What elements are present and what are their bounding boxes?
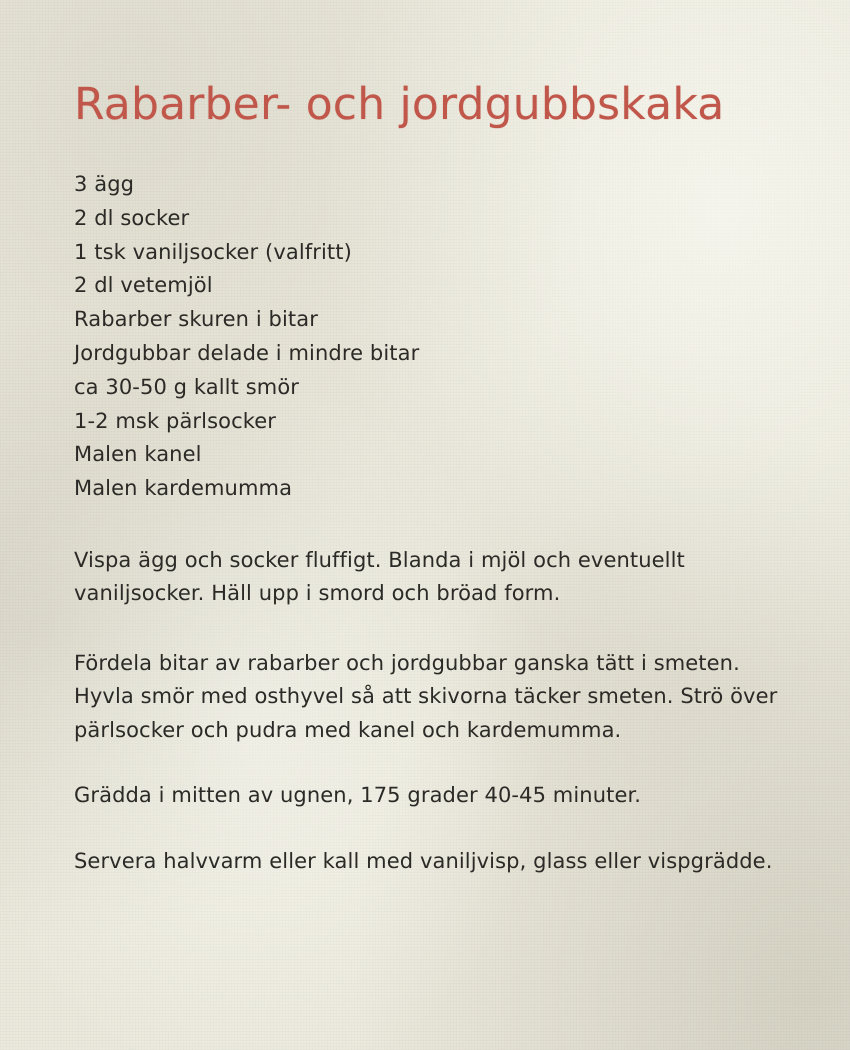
ingredient-item: Malen kardemumma bbox=[74, 476, 293, 501]
ingredient-item: ca 30-50 g kallt smör bbox=[74, 374, 300, 399]
instruction-step-bake: Grädda i mitten av ugnen, 175 grader 40-45 minuter. bbox=[74, 783, 642, 808]
ingredient-item: 2 dl vetemjöl bbox=[74, 273, 213, 298]
ingredient-list bbox=[74, 168, 794, 506]
ingredient-item: Malen kanel bbox=[74, 442, 202, 467]
ingredient-item: 3 ägg bbox=[74, 172, 135, 196]
ingredient-item: Rabarber skuren i bitar bbox=[74, 307, 318, 332]
recipe-title: Rabarber- och jordgubbskaka bbox=[74, 79, 725, 130]
instructions bbox=[74, 544, 794, 879]
ingredient-item: 1-2 msk pärlsocker bbox=[74, 408, 276, 433]
ingredient-item: Jordgubbar delade i mindre bitar bbox=[74, 340, 420, 365]
ingredient-item: 2 dl socker bbox=[74, 205, 190, 230]
ingredient-item: 1 tsk vaniljsocker (valfritt) bbox=[74, 239, 352, 264]
recipe-card bbox=[74, 78, 794, 878]
instruction-step-toppings: Fördela bitar av rabarber och jordgubbar ganska tätt i smeten. Hyvla smör med osthyvel så att skivorna täcker smeten. Strö över pärlsocker och pudra med kanel och kardemumma. bbox=[74, 650, 778, 742]
instruction-step-mix: Vispa ägg och socker fluffigt. Blanda i mjöl och eventuellt vaniljsocker. Häll upp i smord och bröad form. bbox=[74, 547, 685, 606]
instruction-step-serve: Servera halvvarm eller kall med vaniljvisp, glass eller vispgrädde. bbox=[74, 848, 773, 873]
